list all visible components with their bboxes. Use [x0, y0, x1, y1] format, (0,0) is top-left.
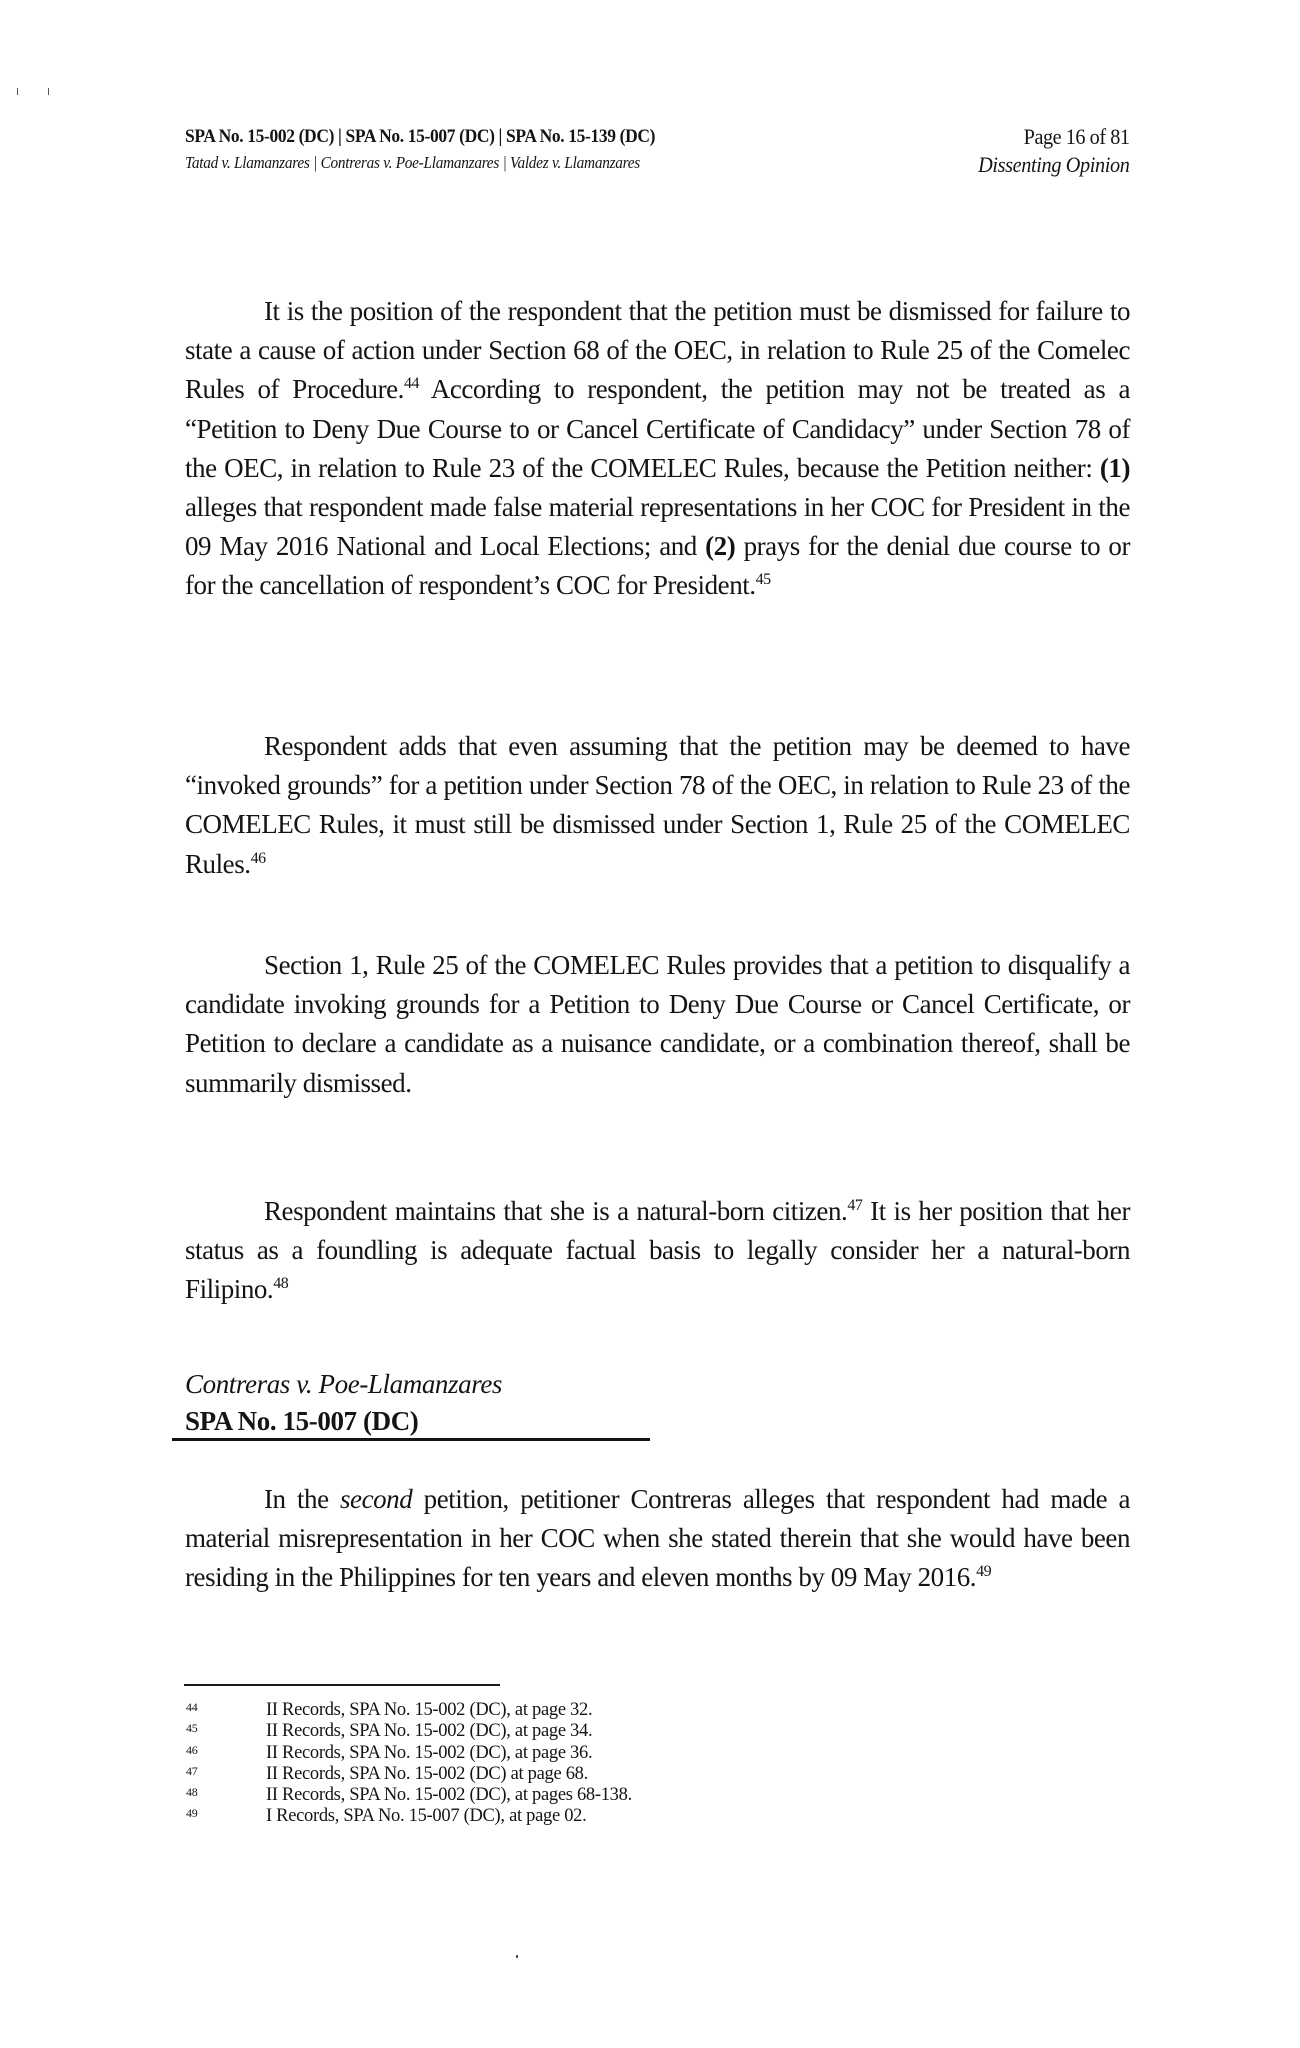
header-page-info — [965, 124, 1130, 180]
footnote-46 — [186, 1743, 886, 1764]
scan-mark — [48, 88, 49, 95]
footnote-reference[interactable]: 46 — [250, 849, 266, 867]
text-segment: Respondent adds that even assuming that the petition may be deemed to have “invoked grounds” for a petition under Section 78 of the OEC, in relation to Rule 23 of the COMELEC Rules, it must still be dismissed under Section 1, Rule 25 of the COMELEC Rules. — [185, 731, 1130, 879]
text-segment: It is her position that her status as a foundling is adequate factual basis to legally consider her a natural-born Filipino. — [185, 1196, 1130, 1305]
paragraph — [185, 292, 1130, 606]
footnote-number: 47 — [186, 1763, 198, 1778]
footnote-number: 44 — [186, 1700, 198, 1714]
enumeration-marker: (2) — [705, 531, 736, 562]
page-number: Page 16 of 81 — [1024, 124, 1130, 149]
text-segment: Section 1, Rule 25 of the COMELEC Rules provides that a petition to disqualify a candidate invoking grounds for a Petition to Deny Due Course or Cancel Certificate, or Petition to declare a candidate as a nuisance candidate, or a combination thereof, shall be summarily dismissed. — [185, 950, 1130, 1098]
scan-mark — [17, 88, 18, 95]
paragraph — [185, 727, 1130, 884]
footnote-number: 46 — [186, 1742, 198, 1757]
header-case-info — [185, 124, 696, 176]
heading-underline — [172, 1438, 650, 1441]
footnote-reference[interactable]: 44 — [403, 375, 420, 393]
footnote-text: II Records, SPA No. 15-002 (DC) at page 68. — [266, 1763, 588, 1784]
footnote-text: I Records, SPA No. 15-007 (DC), at page 02. — [266, 1806, 587, 1827]
footnote-separator — [184, 1684, 500, 1686]
footnote-48 — [186, 1785, 886, 1806]
enumeration-marker: (1) — [1099, 452, 1130, 483]
footnote-reference[interactable]: 45 — [755, 571, 771, 589]
paragraph — [185, 1192, 1130, 1310]
header-case-numbers: SPA No. 15-002 (DC) | SPA No. 15-007 (DC) | SPA No. 15-139 (DC) — [185, 126, 656, 147]
footnotes-list — [186, 1700, 886, 1828]
section-heading — [185, 1366, 502, 1440]
footnote-number: 45 — [186, 1721, 198, 1736]
paragraph — [185, 1480, 1130, 1598]
footnote-45 — [186, 1721, 886, 1742]
footnote-47 — [186, 1764, 886, 1785]
scan-speck — [516, 1955, 518, 1958]
body-paragraph-second-petition — [185, 1480, 1130, 1598]
text-segment: petition, petitioner Contreras alleges that respondent had made a material misrepresentation in her COC when she stated therein that she would have been residing in the Philippines for ten years and eleven months by 09 May 2016. — [185, 1484, 1131, 1593]
running-header — [185, 124, 1130, 184]
footnote-reference[interactable]: 48 — [273, 1275, 289, 1293]
emphasis: second — [339, 1484, 413, 1514]
section-case-number: SPA No. 15-007 (DC) — [185, 1406, 419, 1436]
text-segment: prays for the denial due course to or for the cancellation of respondent’s COC for President. — [185, 531, 1131, 601]
body-paragraph-respondent-adds — [185, 727, 1130, 884]
footnote-44 — [186, 1700, 886, 1721]
document-type: Dissenting Opinion — [978, 152, 1130, 177]
body-paragraph-section-1-rule-25 — [185, 946, 1130, 1103]
text-segment: According to respondent, the petition may not be treated as a “Petition to Deny Due Course to or Cancel Certificate of Candidacy” under Section 78 of the OEC, in relation to Rule 23 of the COMELEC Rules, because the Petition neither: — [185, 374, 1130, 483]
footnote-text: II Records, SPA No. 15-002 (DC), at page 36. — [266, 1742, 593, 1763]
text-segment: Respondent maintains that she is a natural-born citizen. — [264, 1196, 848, 1226]
text-segment: In the — [264, 1484, 340, 1514]
header-case-parties: Tatad v. Llamanzares | Contreras v. Poe-Llamanzares | Valdez v. Llamanzares — [185, 153, 640, 172]
text-segment: alleges that respondent made false material representations in her COC for President in the 09 May 2016 National and Local Elections; and — [185, 492, 1130, 562]
footnote-reference[interactable]: 47 — [847, 1197, 863, 1214]
footnote-text: II Records, SPA No. 15-002 (DC), at pages 68-138. — [266, 1785, 632, 1806]
body-paragraph-natural-born — [185, 1192, 1130, 1310]
paragraph — [185, 946, 1130, 1103]
footnote-text: II Records, SPA No. 15-002 (DC), at page 32. — [266, 1700, 593, 1720]
section-case-name: Contreras v. Poe-Llamanzares — [185, 1369, 503, 1399]
footnote-number: 48 — [186, 1785, 198, 1800]
text-segment: It is the position of the respondent that the petition must be dismissed for failure to state a cause of action under Section 68 of the OEC, in relation to Rule 25 of the Comelec Rules of Procedure. — [185, 296, 1130, 405]
footnote-number: 49 — [186, 1806, 198, 1821]
footnote-text: II Records, SPA No. 15-002 (DC), at page 34. — [266, 1721, 593, 1742]
body-paragraph-respondent-position — [185, 292, 1130, 606]
footnote-49 — [186, 1806, 886, 1827]
footnote-reference[interactable]: 49 — [976, 1563, 992, 1581]
